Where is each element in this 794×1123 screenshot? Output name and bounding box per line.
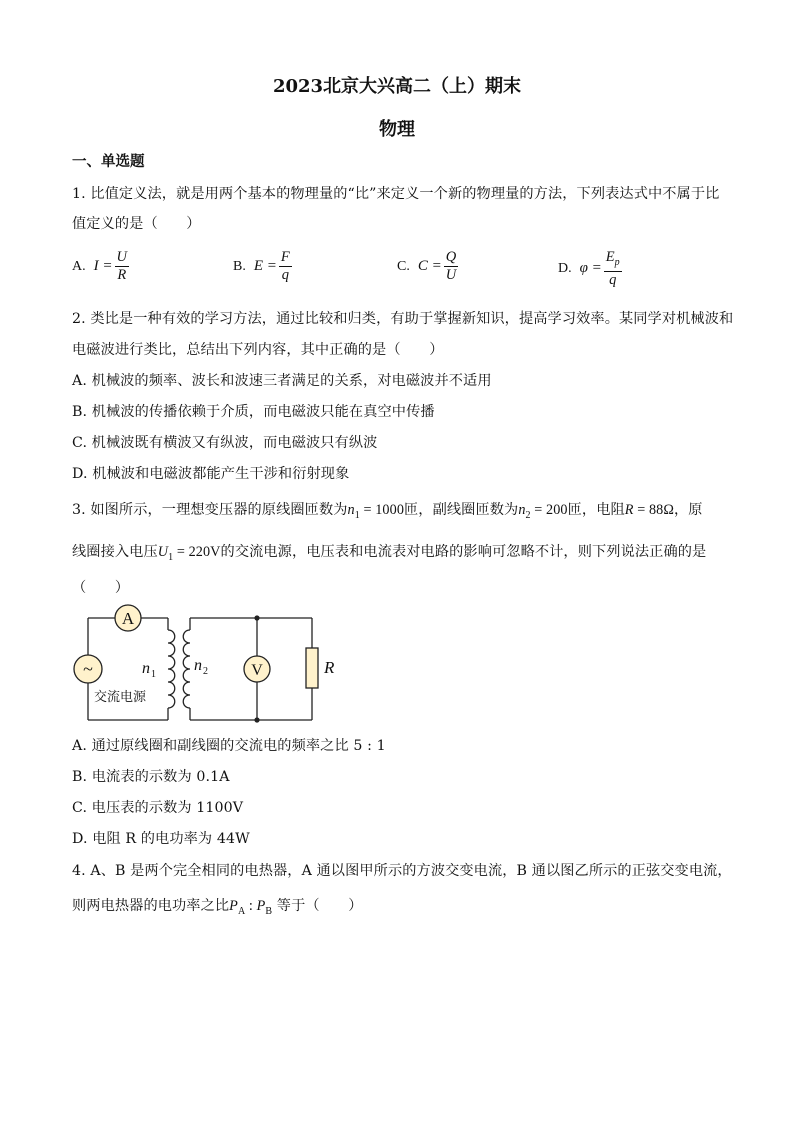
q1-option-d[interactable]: D. φ = $\frac{E_p}{q}$ bbox=[558, 249, 620, 288]
q2-option-b[interactable]: B. 机械波的传播依赖于介质，而电磁波只能在真空中传播 bbox=[72, 404, 435, 420]
n1-label: n bbox=[142, 660, 150, 677]
ac-source-symbol: ~ bbox=[83, 659, 93, 679]
q4-stem-line2: 则两电热器的电功率之比$P_A$ : $P_B$ 等于（ ） bbox=[72, 898, 363, 917]
fraction: $\frac{Q}{U}$ bbox=[445, 249, 457, 283]
q1-option-c[interactable]: C. C = $\frac{Q}{U}$ bbox=[397, 249, 457, 283]
fraction: $\frac{E_p}{q}$ bbox=[605, 249, 620, 288]
q2-stem-line2: 电磁波进行类比，总结出下列内容，其中正确的是（ ） bbox=[72, 342, 444, 358]
junction-dot bbox=[254, 717, 259, 722]
n1-subscript: 1 bbox=[151, 669, 156, 680]
primary-coil bbox=[168, 630, 175, 708]
q3-option-c[interactable]: C. 电压表的示数为 1100V bbox=[72, 800, 244, 816]
section-heading: 一、单选题 bbox=[72, 153, 145, 170]
ac-source-caption: 交流电源 bbox=[94, 690, 147, 705]
q2-option-d[interactable]: D. 机械波和电磁波都能产生干涉和衍射现象 bbox=[72, 466, 350, 482]
q1-option-b[interactable]: B. E = $\frac{F}{q}$ bbox=[233, 249, 290, 283]
q3-stem-line3: （ ） bbox=[72, 580, 130, 596]
transformer-circuit-diagram bbox=[70, 600, 335, 728]
junction-dot bbox=[254, 615, 259, 620]
q1-stem-line1: 1. 比值定义法，就是用两个基本的物理量的“比”来定义一个新的物理量的方法，下列表达式中不属于比 bbox=[72, 186, 720, 202]
ammeter-label: A bbox=[121, 609, 135, 628]
q3-option-b[interactable]: B. 电流表的示数为 0.1A bbox=[72, 769, 230, 785]
page-title: 2023北京大兴高二（上）期末 bbox=[272, 76, 522, 97]
q2-stem-line1: 2. 类比是一种有效的学习方法，通过比较和归类，有助于掌握新知识，提高学习效率。某同学对机械波和 bbox=[72, 311, 734, 327]
q3-option-d[interactable]: D. 电阻 R 的电功率为 44W bbox=[72, 831, 250, 847]
n2-subscript: 2 bbox=[203, 666, 208, 677]
q1-option-a[interactable]: A. I = $\frac{U}{R}$ bbox=[72, 249, 127, 283]
resistor-label: R bbox=[324, 658, 335, 677]
fraction: $\frac{U}{R}$ bbox=[116, 249, 127, 283]
q4-stem-line1: 4. A、B 是两个完全相同的电热器，A 通以图甲所示的方波交变电流，B 通以图乙所示的正弦交变电流， bbox=[72, 863, 732, 879]
fraction: $\frac{F}{q}$ bbox=[280, 249, 290, 283]
secondary-coil bbox=[183, 630, 190, 708]
subject-title: 物理 bbox=[379, 119, 415, 140]
n2-label: n bbox=[194, 657, 202, 674]
q3-stem-line1: 3. 如图所示，一理想变压器的原线圈匝数为$n_1 = 1000$匝，副线圈匝数为$n_2 = 200$匝，电阻R = 88Ω，原 bbox=[72, 502, 703, 521]
q2-option-c[interactable]: C. 机械波既有横波又有纵波，而电磁波只有纵波 bbox=[72, 435, 378, 451]
resistor-icon bbox=[306, 648, 318, 688]
q3-stem-line2: 线圈接入电压$U_1 = 220V$的交流电源，电压表和电流表对电路的影响可忽略不计，则下列说法正确的是 bbox=[72, 544, 707, 563]
q2-option-a[interactable]: A. 机械波的频率、波长和波速三者满足的关系，对电磁波并不适用 bbox=[72, 373, 492, 389]
voltmeter-label: V bbox=[251, 662, 263, 679]
q3-option-a[interactable]: A. 通过原线圈和副线圈的交流电的频率之比 5 : 1 bbox=[72, 738, 386, 754]
q1-stem-line2: 值定义的是（ ） bbox=[72, 216, 201, 232]
